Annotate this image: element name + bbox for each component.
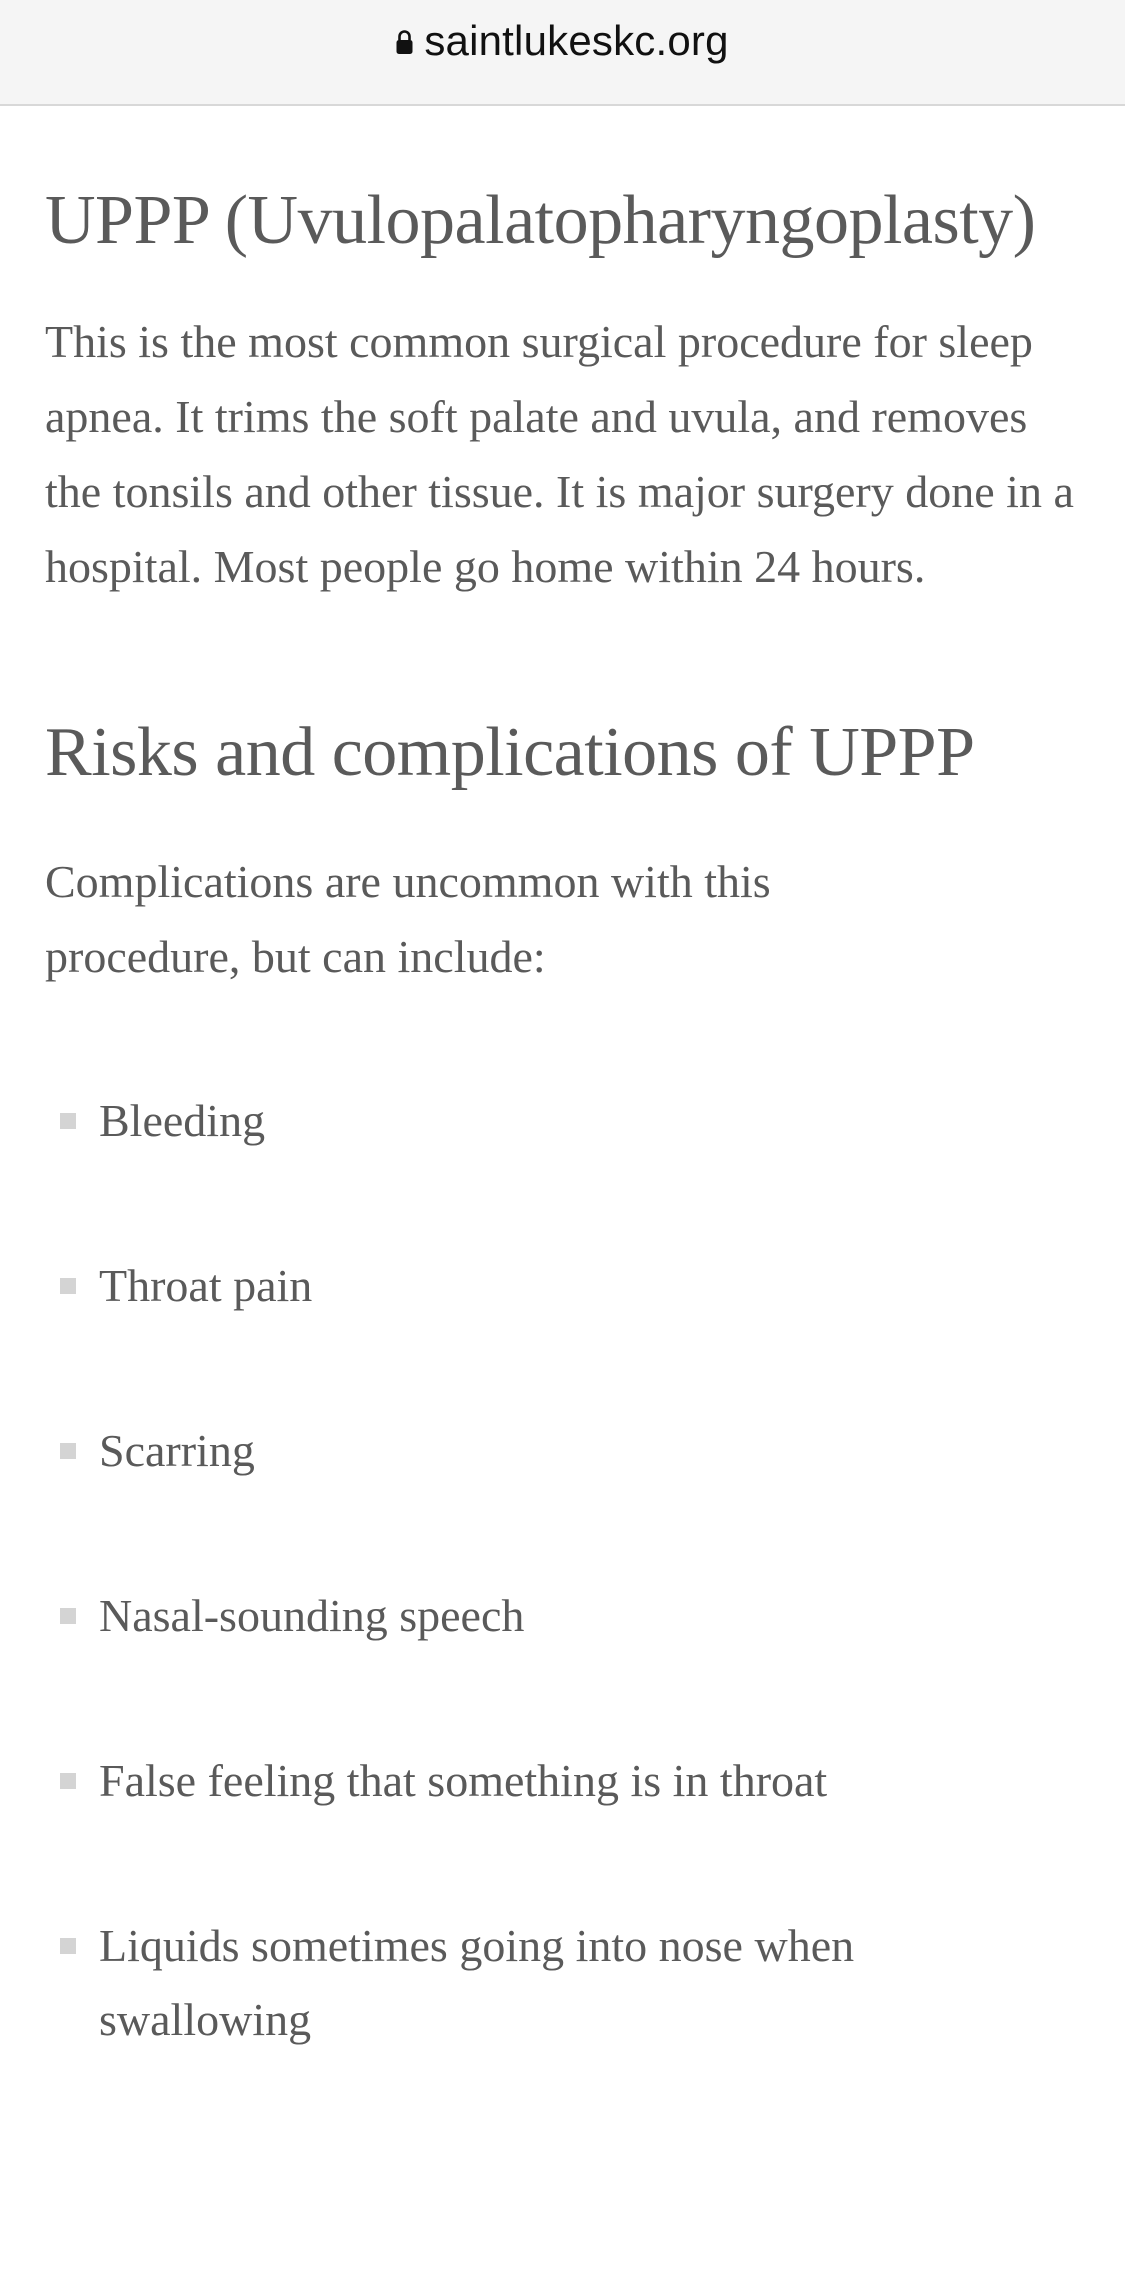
list-item-text: Scarring xyxy=(99,1425,255,1476)
square-bullet-icon xyxy=(60,1278,76,1294)
square-bullet-icon xyxy=(60,1773,76,1789)
url-text: saintlukeskc.org xyxy=(424,17,729,64)
square-bullet-icon xyxy=(60,1113,76,1129)
lock-icon xyxy=(396,29,413,55)
list-item-text: Liquids sometimes going into nose when swallowing xyxy=(99,1920,855,2045)
square-bullet-icon xyxy=(60,1938,76,1954)
intro-paragraph: This is the most common surgical procedure for sleep apnea. It trims the soft palate and uvula, and removes the tonsils and other tissue. It is major surgery done in a hospital. Most people go home within 24 hours. xyxy=(45,316,1074,592)
list-item xyxy=(45,1414,1025,1488)
list-item-text: Bleeding xyxy=(99,1095,266,1146)
article-content xyxy=(45,180,1095,2057)
list-item xyxy=(45,1744,1025,1818)
list-item xyxy=(45,1579,1025,1653)
risks-intro: Complications are uncommon with this procedure, but can include: xyxy=(45,856,771,982)
page-title: UPPP (Uvulopalatopharyngoplasty) xyxy=(45,182,1036,259)
list-item-text: Nasal-sounding speech xyxy=(99,1590,525,1641)
list-item-text: Throat pain xyxy=(99,1260,313,1311)
square-bullet-icon xyxy=(60,1443,76,1459)
address-display[interactable] xyxy=(396,17,728,65)
risks-heading: Risks and complications of UPPP xyxy=(45,714,975,791)
list-item xyxy=(45,1084,1025,1158)
list-item-text: False feeling that something is in throat xyxy=(99,1755,828,1806)
risk-list xyxy=(45,1084,1095,2057)
list-item xyxy=(45,1249,1025,1323)
square-bullet-icon xyxy=(60,1608,76,1624)
list-item xyxy=(45,1909,1025,2057)
browser-url-bar[interactable] xyxy=(0,0,1125,106)
